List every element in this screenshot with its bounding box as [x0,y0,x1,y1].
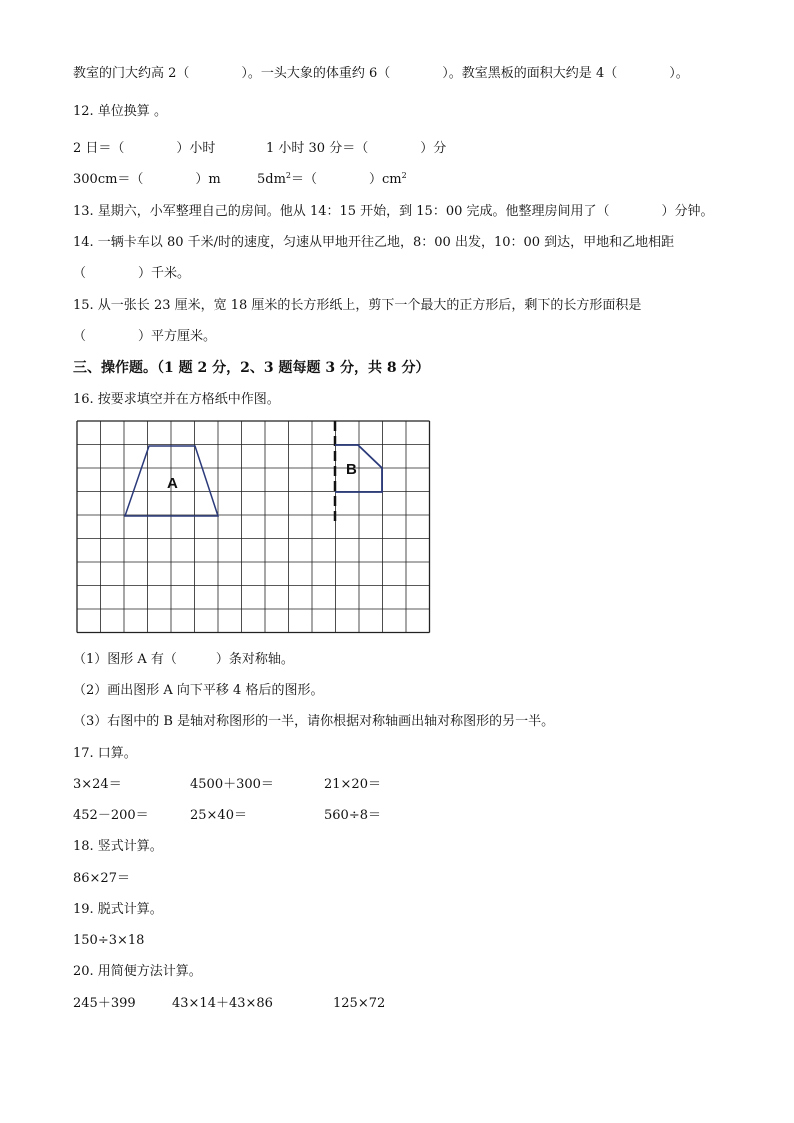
q16-part-2: （2）画出图形 A 向下平移 4 格后的图形。 [73,683,324,698]
q18-title: 18. 竖式计算。 [73,839,163,854]
q15-text-1: 15. 从一张长 23 厘米，宽 18 厘米的长方形纸上，剪下一个最大的正方形后，剩下的长方形面积是 [73,298,642,313]
q15-text-2: （ ）平方厘米。 [73,329,217,344]
q20-expr-3: 125×72 [333,996,386,1011]
q16-part-1: （1）图形 A 有（ ）条对称轴。 [73,652,294,667]
q20-title: 20. 用简便方法计算。 [73,964,202,979]
q19-title: 19. 脱式计算。 [73,902,163,917]
q16-text: 16. 按要求填空并在方格纸中作图。 [73,392,280,407]
q19-expr: 150÷3×18 [73,933,145,948]
q17-expr-2: 4500＋300＝ [190,777,274,792]
q20-expr-2: 43×14＋43×86 [172,996,273,1011]
shape-b-half [335,445,382,492]
q12-area-pre: 5dm [257,172,286,187]
q12-title: 12. 单位换算 。 [73,104,167,119]
section-3-heading: 三、操作题。（1 题 2 分，2、3 题每题 3 分，共 8 分） [73,360,430,376]
q20-expr-1: 245＋399 [73,996,136,1011]
q12-item-minutes: 1 小时 30 分＝（ ）分 [266,141,447,156]
q18-expr: 86×27＝ [73,871,130,886]
q17-expr-3: 21×20＝ [324,777,381,792]
q11-line: 教室的门大约高 2（ ）。一头大象的体重约 6（ ）。教室黑板的面积大约是 4（ ）。 [73,66,689,81]
q14-text-2: （ ）千米。 [73,266,191,281]
q17-expr-4: 452－200＝ [73,808,149,823]
grid-lines [77,421,430,633]
q17-expr-5: 25×40＝ [190,808,247,823]
q12-item-days: 2 日＝（ ）小时 [73,141,216,156]
q12-area-mid: ＝（ ）cm [291,172,402,187]
q13-text: 13. 星期六，小军整理自己的房间。他从 14：15 开始，到 15：00 完成。他整理房间用了（ ）分钟。 [73,204,714,219]
q17-expr-6: 560÷8＝ [324,808,381,823]
q17-expr-1: 3×24＝ [73,777,122,792]
q14-text-1: 14. 一辆卡车以 80 千米/时的速度，匀速从甲地开往乙地，8：00 出发，10：00 到达，甲地和乙地相距 [73,235,675,250]
q17-title: 17. 口算。 [73,746,137,761]
q12-item-cm: 300cm＝（ ）m [73,172,221,187]
q12-area-sup2: 2 [401,171,407,180]
shape-a-label: A [167,475,178,492]
q12-area-sup: 2 [285,171,292,180]
q16-part-3: （3）右图中的 B 是轴对称图形的一半，请你根据对称轴画出轴对称图形的另一半。 [73,714,555,729]
shape-b-label: B [346,461,357,478]
